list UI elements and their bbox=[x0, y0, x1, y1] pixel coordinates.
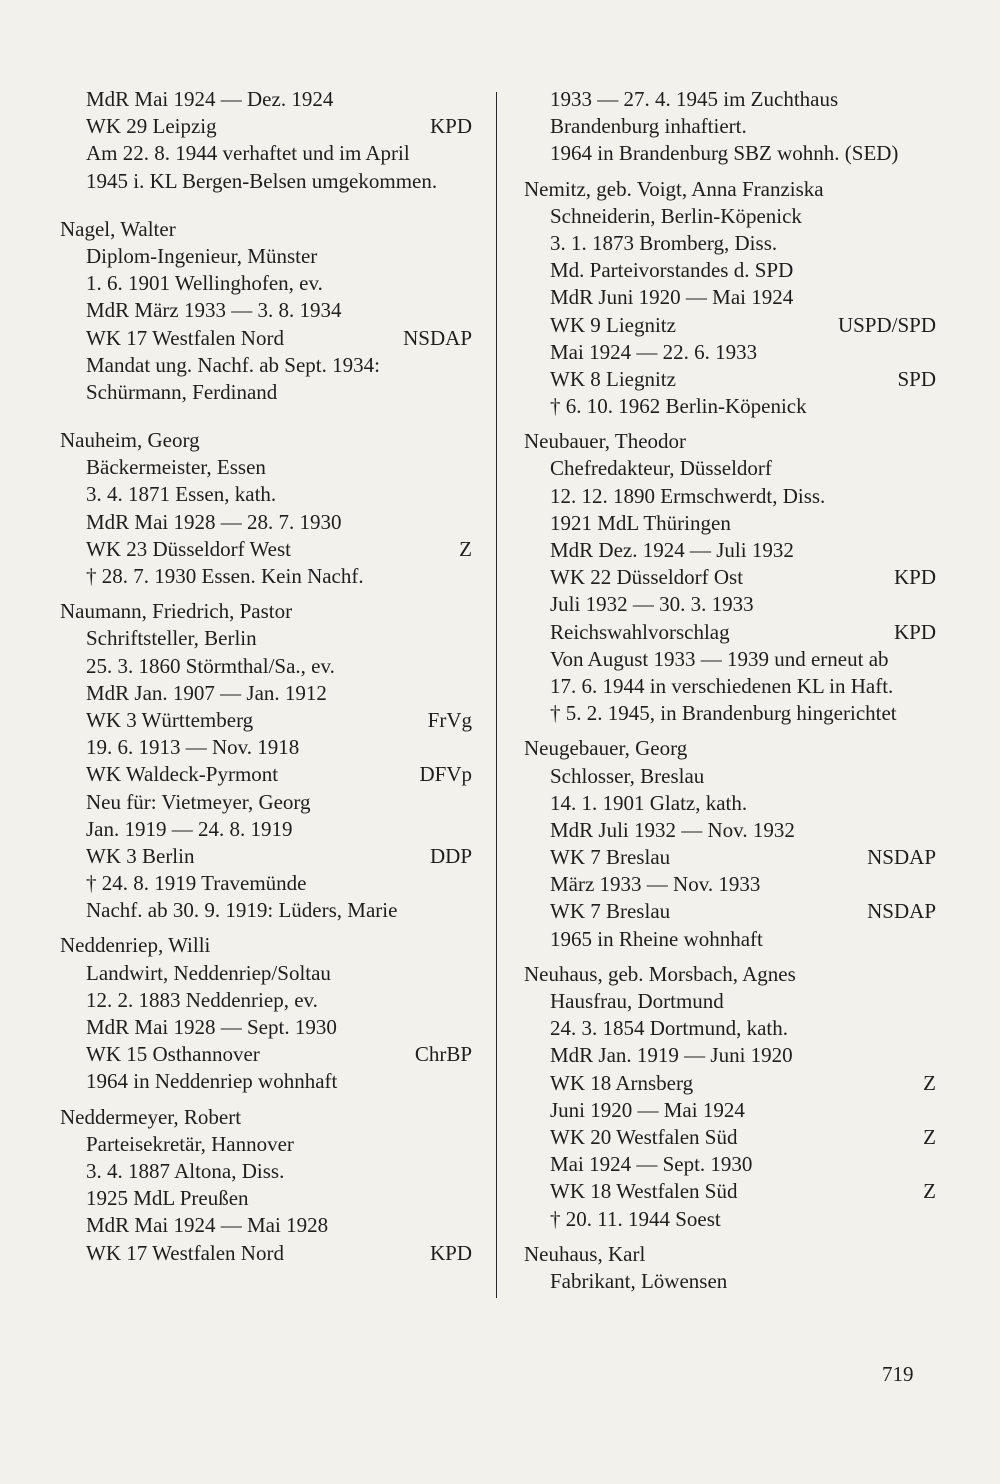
line-text: MdR Mai 1928 — Sept. 1930 bbox=[86, 1015, 337, 1039]
line-text: Nagel, Walter bbox=[60, 216, 176, 241]
line-text: WK 3 Berlin bbox=[86, 843, 195, 868]
entry-nemitz-anna bbox=[524, 176, 936, 421]
entry-line bbox=[524, 140, 936, 167]
line-text: † 6. 10. 1962 Berlin-Köpenick bbox=[550, 394, 807, 419]
party-label: DFVp bbox=[419, 762, 472, 787]
entry-line bbox=[524, 1206, 936, 1233]
line-text: WK 29 Leipzig bbox=[86, 114, 217, 139]
line-text: 3. 1. 1873 Bromberg, Diss. bbox=[550, 230, 778, 255]
entry-line bbox=[524, 86, 936, 113]
entry-line bbox=[60, 707, 472, 734]
entry-line bbox=[60, 1131, 472, 1158]
line-text: Neugebauer, Georg bbox=[524, 736, 688, 761]
entry-nagel-walter bbox=[60, 216, 472, 406]
entry-line bbox=[60, 140, 472, 167]
entry-name bbox=[524, 176, 936, 203]
line-text: Mandat ung. Nachf. ab Sept. 1934: bbox=[86, 352, 380, 377]
party-label: Z bbox=[923, 1179, 936, 1204]
entry-line bbox=[60, 789, 472, 816]
line-text: Am 22. 8. 1944 verhaftet und im April bbox=[86, 141, 410, 166]
party-label: SPD bbox=[897, 366, 936, 391]
line-text: Mai 1924 — Sept. 1930 bbox=[550, 1152, 753, 1177]
entry-line bbox=[524, 673, 936, 700]
line-text: † 28. 7. 1930 Essen. Kein Nachf. bbox=[86, 564, 364, 588]
entry-line bbox=[60, 454, 472, 481]
party-label: KPD bbox=[893, 619, 936, 644]
line-text: Schlosser, Breslau bbox=[550, 763, 705, 788]
entry-line bbox=[524, 483, 936, 510]
column-divider bbox=[496, 92, 497, 1298]
entry-line bbox=[60, 1158, 472, 1185]
line-text: Naumann, Friedrich, Pastor bbox=[60, 599, 293, 624]
entry-name bbox=[524, 735, 936, 762]
line-text: Brandenburg inhaftiert. bbox=[550, 114, 747, 139]
entry-line bbox=[60, 1185, 472, 1212]
party-label: Z bbox=[923, 1070, 936, 1095]
line-text: 1965 in Rheine wohnhaft bbox=[550, 926, 763, 951]
entry-line bbox=[524, 763, 936, 790]
party-label: NSDAP bbox=[867, 845, 936, 870]
entry-line bbox=[60, 653, 472, 680]
entry-line bbox=[524, 1015, 936, 1042]
entry-line bbox=[524, 790, 936, 817]
entry-line bbox=[60, 987, 472, 1014]
line-text: WK 7 Breslau bbox=[550, 845, 671, 870]
entry-line bbox=[524, 564, 936, 591]
line-text: Juli 1932 — 30. 3. 1933 bbox=[550, 592, 754, 617]
line-text: 3. 4. 1871 Essen, kath. bbox=[86, 482, 277, 507]
line-text: 14. 1. 1901 Glatz, kath. bbox=[550, 790, 748, 815]
party-label: NSDAP bbox=[403, 325, 472, 350]
line-text: MdR Mai 1928 — 28. 7. 1930 bbox=[86, 509, 342, 534]
line-text: WK 17 Westfalen Nord bbox=[86, 1240, 284, 1265]
line-text: Reichswahlvorschlag bbox=[550, 619, 730, 644]
entry-line bbox=[524, 1097, 936, 1124]
entry-line bbox=[60, 761, 472, 788]
party-label: KPD bbox=[893, 565, 936, 590]
line-text: MdR März 1933 — 3. 8. 1934 bbox=[86, 298, 342, 323]
entry-line bbox=[524, 646, 936, 673]
line-text: WK 17 Westfalen Nord bbox=[86, 325, 284, 350]
line-text: WK 22 Düsseldorf Ost bbox=[550, 565, 744, 590]
line-text: WK 15 Osthannover bbox=[86, 1042, 260, 1067]
line-text: Bäckermeister, Essen bbox=[86, 455, 266, 480]
entry-line bbox=[60, 270, 472, 297]
entry-line bbox=[524, 700, 936, 727]
entry-name bbox=[60, 427, 472, 454]
line-text: † 20. 11. 1944 Soest bbox=[550, 1206, 721, 1231]
entry-line bbox=[524, 871, 936, 898]
entry-neddenriep-willi bbox=[60, 932, 472, 1095]
line-text: Von August 1933 — 1939 und erneut ab bbox=[550, 646, 889, 671]
entry-line bbox=[60, 1014, 472, 1041]
line-text: MdR Juli 1932 — Nov. 1932 bbox=[550, 817, 795, 842]
entry-line bbox=[524, 284, 936, 311]
entry-line bbox=[60, 297, 472, 324]
entry-line bbox=[60, 325, 472, 352]
entry-line bbox=[60, 563, 472, 590]
entry-line bbox=[524, 203, 936, 230]
line-text: † 24. 8. 1919 Travemünde bbox=[86, 871, 307, 896]
entry-name bbox=[524, 1241, 936, 1268]
line-text: 17. 6. 1944 in verschiedenen KL in Haft. bbox=[550, 673, 894, 698]
party-label: Z bbox=[923, 1124, 936, 1149]
line-text: 3. 4. 1887 Altona, Diss. bbox=[86, 1158, 285, 1183]
entry-name bbox=[60, 1104, 472, 1131]
line-text: 25. 3. 1860 Störmthal/Sa., ev. bbox=[86, 653, 335, 678]
entry-line bbox=[60, 168, 472, 195]
line-text: Neuhaus, Karl bbox=[524, 1241, 646, 1266]
line-text: WK 20 Westfalen Süd bbox=[550, 1124, 738, 1149]
entry-nauheim-georg bbox=[60, 427, 472, 590]
entry-line bbox=[524, 619, 936, 646]
entry-line bbox=[60, 680, 472, 707]
party-label: USPD/SPD bbox=[837, 312, 936, 337]
entry-line bbox=[524, 1042, 936, 1069]
line-text: 1964 in Brandenburg SBZ wohnh. (SED) bbox=[550, 141, 899, 166]
entry-line bbox=[524, 1151, 936, 1178]
line-text: † 5. 2. 1945, in Brandenburg hingerichtet bbox=[550, 701, 897, 726]
line-text: WK 9 Liegnitz bbox=[550, 312, 676, 337]
entry-line bbox=[524, 898, 936, 925]
line-text: WK 18 Westfalen Süd bbox=[550, 1179, 738, 1204]
line-text: Nemitz, geb. Voigt, Anna Franziska bbox=[524, 176, 824, 201]
entry-line bbox=[524, 1124, 936, 1151]
entry-line bbox=[60, 734, 472, 761]
line-text: Md. Parteivorstandes d. SPD bbox=[550, 258, 794, 283]
line-text: Nachf. ab 30. 9. 1919: Lüders, Marie bbox=[86, 898, 398, 923]
entry-line bbox=[60, 481, 472, 508]
line-text: WK 8 Liegnitz bbox=[550, 366, 676, 391]
entry-neddermeyer-robert bbox=[60, 1104, 472, 1267]
entry-line bbox=[60, 352, 472, 379]
line-text: MdR Mai 1924 — Mai 1928 bbox=[86, 1213, 329, 1238]
line-text: 1. 6. 1901 Wellinghofen, ev. bbox=[86, 271, 323, 296]
line-text: Parteisekretär, Hannover bbox=[86, 1131, 294, 1156]
entry-name bbox=[60, 932, 472, 959]
entry-line bbox=[60, 536, 472, 563]
party-label: ChrBP bbox=[414, 1042, 472, 1067]
party-label: FrVg bbox=[427, 707, 472, 732]
line-text: Mai 1924 — 22. 6. 1933 bbox=[550, 339, 758, 364]
entry-line bbox=[524, 393, 936, 420]
line-text: Neddenriep, Willi bbox=[60, 933, 211, 958]
entry-name bbox=[60, 216, 472, 243]
entry-line bbox=[524, 312, 936, 339]
line-text: 1933 — 27. 4. 1945 im Zuchthaus bbox=[550, 87, 839, 111]
line-text: MdR Mai 1924 — Dez. 1924 bbox=[86, 87, 334, 111]
entry-line bbox=[60, 870, 472, 897]
line-text: Juni 1920 — Mai 1924 bbox=[550, 1097, 745, 1122]
entry-continuation bbox=[524, 86, 936, 168]
line-text: MdR Jan. 1919 — Juni 1920 bbox=[550, 1043, 793, 1068]
entry-line bbox=[60, 113, 472, 140]
entry-neubauer-theodor bbox=[524, 428, 936, 727]
entry-line bbox=[524, 510, 936, 537]
entry-line bbox=[524, 537, 936, 564]
line-text: 19. 6. 1913 — Nov. 1918 bbox=[86, 735, 300, 760]
line-text: 1925 MdL Preußen bbox=[86, 1186, 249, 1211]
party-label: Z bbox=[459, 536, 472, 561]
line-text: 12. 2. 1883 Neddenriep, ev. bbox=[86, 987, 318, 1012]
entry-name bbox=[60, 598, 472, 625]
line-text: WK 23 Düsseldorf West bbox=[86, 536, 291, 561]
entry-line bbox=[524, 455, 936, 482]
entry-line bbox=[524, 926, 936, 953]
entry-line bbox=[60, 1212, 472, 1239]
entry-line bbox=[524, 1178, 936, 1205]
line-text: Chefredakteur, Düsseldorf bbox=[550, 456, 772, 481]
page-number: 719 bbox=[882, 1362, 914, 1386]
party-label: KPD bbox=[429, 114, 472, 139]
right-column bbox=[524, 86, 936, 1295]
line-text: WK 7 Breslau bbox=[550, 899, 671, 924]
entry-line bbox=[524, 230, 936, 257]
line-text: Neddermeyer, Robert bbox=[60, 1104, 242, 1129]
entry-line bbox=[60, 1068, 472, 1095]
line-text: Diplom-Ingenieur, Münster bbox=[86, 243, 318, 268]
line-text: 24. 3. 1854 Dortmund, kath. bbox=[550, 1016, 788, 1041]
entry-line bbox=[60, 843, 472, 870]
line-text: MdR Dez. 1924 — Juli 1932 bbox=[550, 538, 794, 562]
entry-line bbox=[524, 113, 936, 140]
line-text: MdR Jan. 1907 — Jan. 1912 bbox=[86, 680, 327, 705]
entry-line bbox=[524, 988, 936, 1015]
entry-naumann-friedrich bbox=[60, 598, 472, 924]
entry-line bbox=[524, 817, 936, 844]
line-text: Schriftsteller, Berlin bbox=[86, 626, 257, 651]
entry-line bbox=[60, 816, 472, 843]
line-text: Fabrikant, Löwensen bbox=[550, 1268, 728, 1293]
line-text: Schürmann, Ferdinand bbox=[86, 379, 278, 404]
entry-line bbox=[60, 897, 472, 924]
entry-line bbox=[524, 257, 936, 284]
party-label: NSDAP bbox=[867, 899, 936, 924]
line-text: WK Waldeck-Pyrmont bbox=[86, 762, 279, 787]
entry-line bbox=[60, 243, 472, 270]
entry-continuation bbox=[60, 86, 472, 195]
entry-line bbox=[60, 86, 472, 113]
line-text: Landwirt, Neddenriep/Soltau bbox=[86, 960, 331, 985]
entry-neuhaus-agnes bbox=[524, 961, 936, 1233]
entry-neugebauer-georg bbox=[524, 735, 936, 953]
line-text: 1964 in Neddenriep wohnhaft bbox=[86, 1069, 338, 1094]
line-text: Neuhaus, geb. Morsbach, Agnes bbox=[524, 961, 796, 986]
line-text: Neu für: Vietmeyer, Georg bbox=[86, 789, 311, 814]
line-text: Hausfrau, Dortmund bbox=[550, 989, 724, 1013]
line-text: 1921 MdL Thüringen bbox=[550, 510, 731, 535]
entry-line bbox=[524, 339, 936, 366]
party-label: KPD bbox=[429, 1240, 472, 1265]
entry-line bbox=[524, 1070, 936, 1097]
entry-line bbox=[60, 379, 472, 406]
party-label: DDP bbox=[429, 843, 472, 868]
line-text: 12. 12. 1890 Ermschwerdt, Diss. bbox=[550, 483, 826, 508]
line-text: Jan. 1919 — 24. 8. 1919 bbox=[86, 816, 293, 841]
line-text: MdR Juni 1920 — Mai 1924 bbox=[550, 285, 794, 310]
entry-neuhaus-karl bbox=[524, 1241, 936, 1295]
entry-line bbox=[60, 509, 472, 536]
entry-line bbox=[60, 1041, 472, 1068]
line-text: WK 3 Württemberg bbox=[86, 707, 254, 732]
entry-line bbox=[60, 960, 472, 987]
line-text: Nauheim, Georg bbox=[60, 428, 200, 453]
entry-name bbox=[524, 961, 936, 988]
line-text: WK 18 Arnsberg bbox=[550, 1070, 694, 1095]
line-text: Schneiderin, Berlin-Köpenick bbox=[550, 203, 802, 228]
line-text: März 1933 — Nov. 1933 bbox=[550, 872, 761, 897]
entry-line bbox=[524, 366, 936, 393]
entry-line bbox=[524, 1268, 936, 1295]
line-text: Neubauer, Theodor bbox=[524, 429, 687, 454]
left-column bbox=[60, 86, 472, 1267]
line-text: 1945 i. KL Bergen-Belsen umgekommen. bbox=[86, 168, 438, 193]
entry-line bbox=[524, 844, 936, 871]
entry-line bbox=[524, 591, 936, 618]
entry-name bbox=[524, 428, 936, 455]
entry-line bbox=[60, 1240, 472, 1267]
entry-line bbox=[60, 625, 472, 652]
